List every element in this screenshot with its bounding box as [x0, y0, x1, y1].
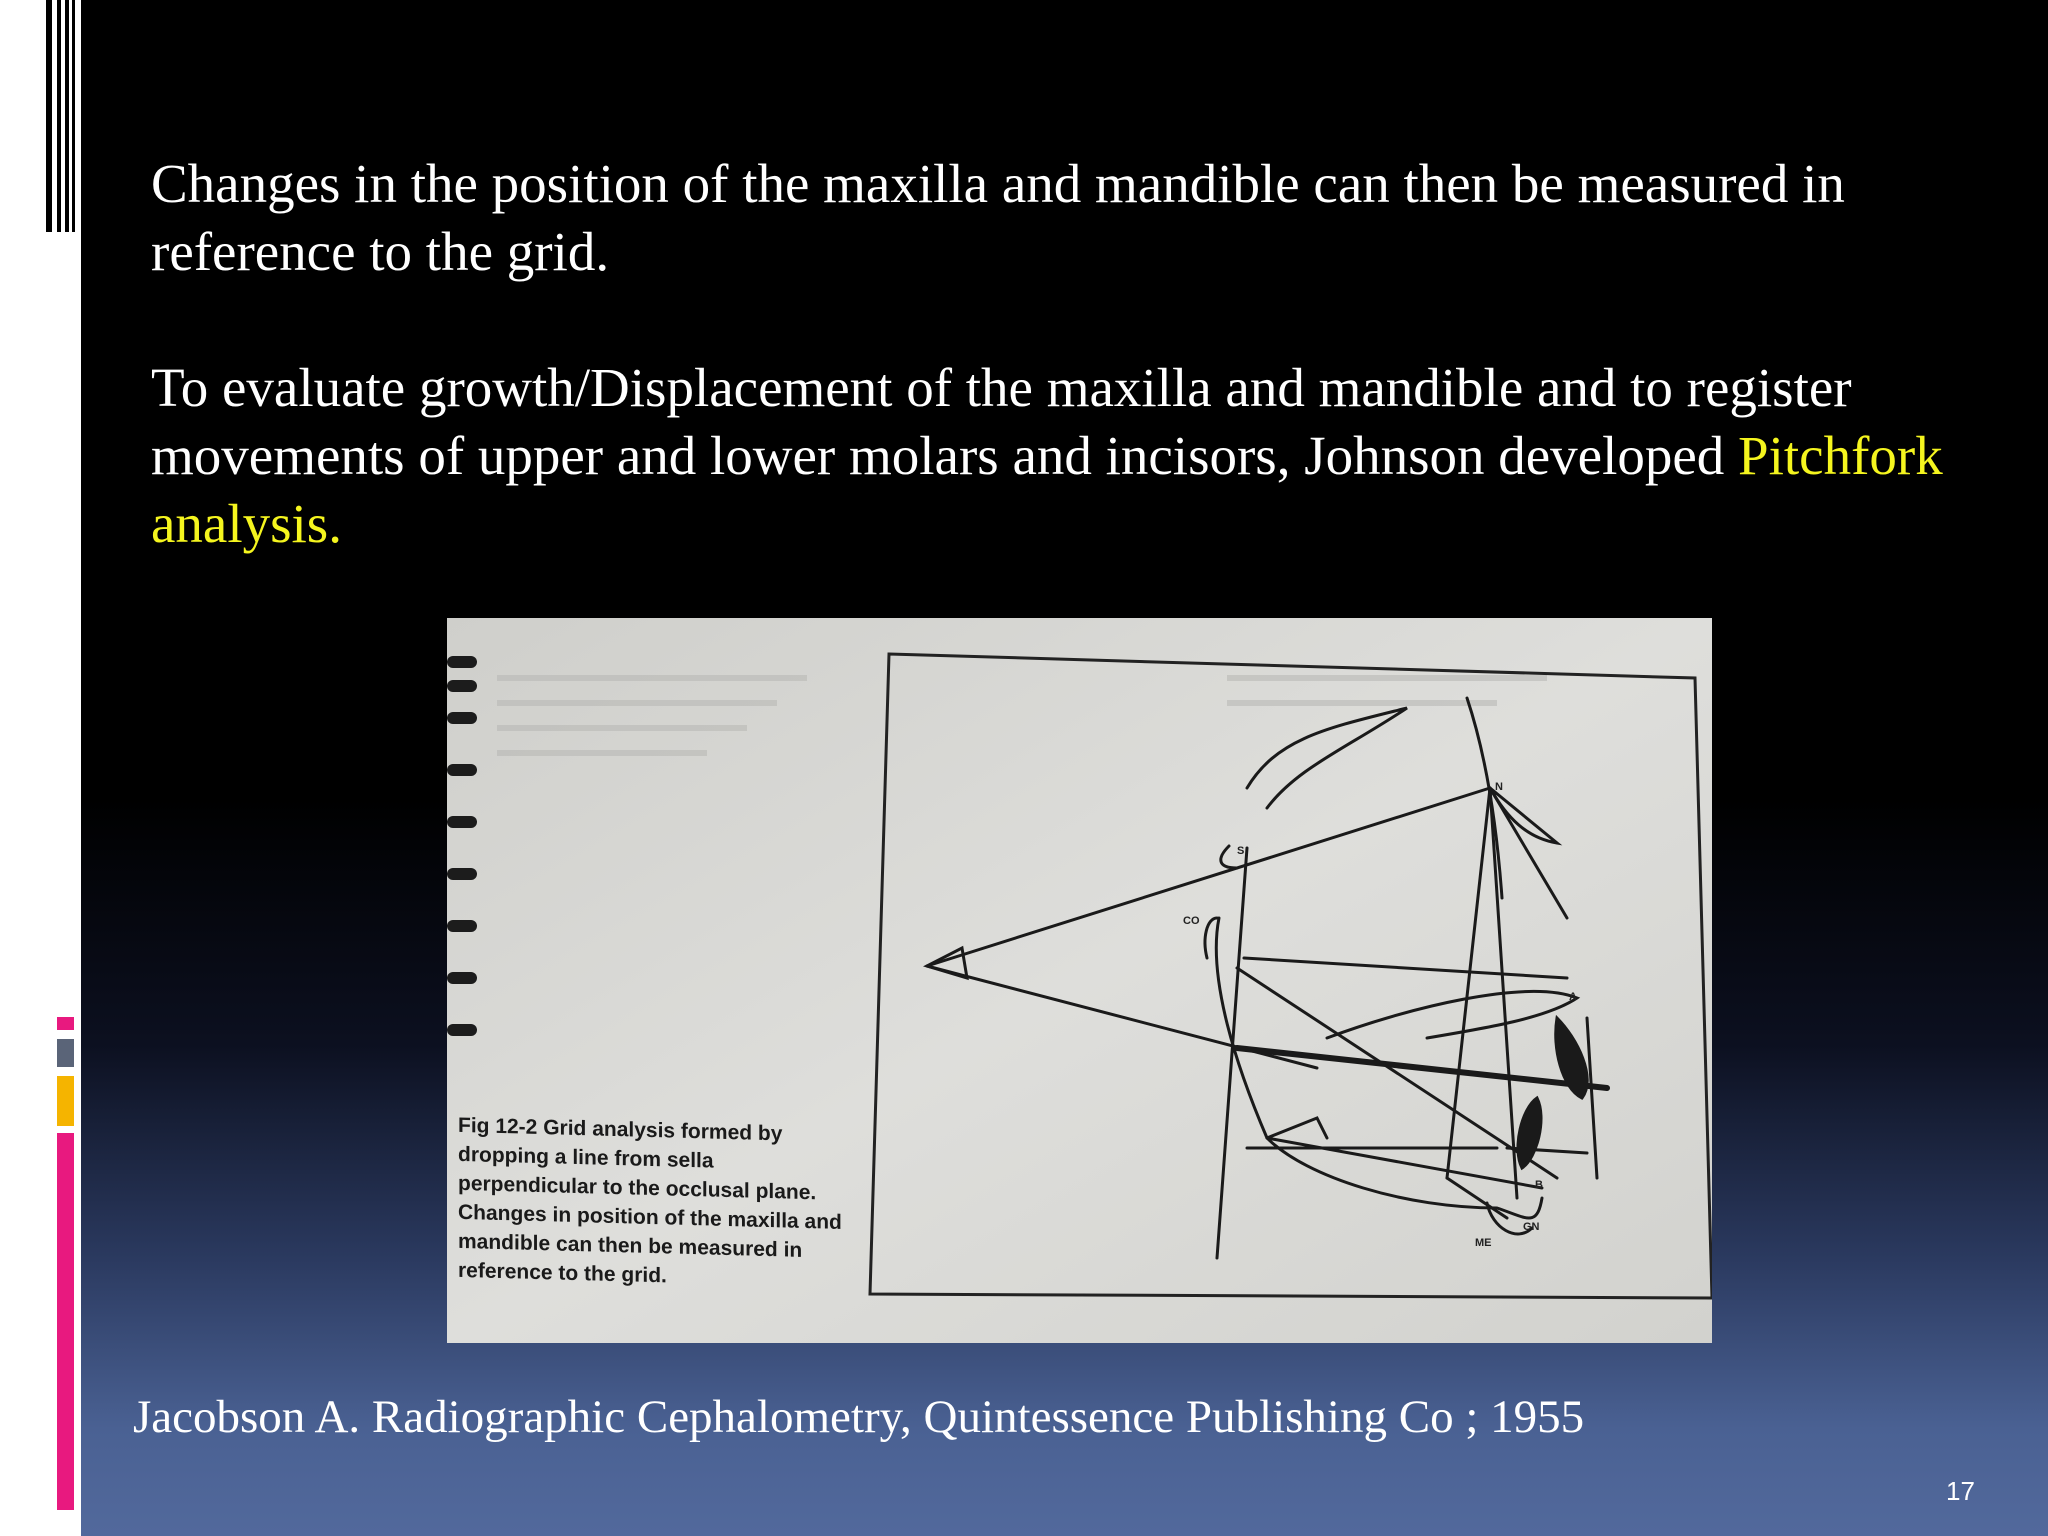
figure-caption — [458, 1111, 848, 1295]
citation: Jacobson A. Radiographic Cephalometry, Quintessence Publishing Co ; 1955 — [133, 1391, 1585, 1443]
slide-body — [151, 150, 1951, 558]
accent-bar-pink-small — [57, 1017, 74, 1030]
stripe — [72, 0, 75, 232]
landmark-s: S — [1237, 845, 1245, 857]
pitchfork-analysis-highlight: Pitchfork analysis. — [151, 425, 1943, 554]
accent-bar-gold — [57, 1076, 74, 1126]
page-number: 17 — [1946, 1476, 1975, 1506]
figure-caption-text: Grid analysis formed by dropping a line from sella perpendicular to the occlusal plane. Changes in position of the maxilla and mandible can then be measured in reference to the grid. — [458, 1115, 842, 1288]
stripe — [65, 0, 69, 232]
landmark-gn: GN — [1523, 1221, 1540, 1233]
paragraph-grid-measurement: Changes in the position of the maxilla and mandible can then be measured in reference to the grid. — [151, 153, 1845, 282]
paragraph-pitchfork — [151, 354, 1951, 558]
accent-bar-gray — [57, 1039, 74, 1067]
landmark-a: A — [1569, 991, 1577, 1003]
stripe — [57, 0, 61, 232]
paragraph-pitchfork-text: To evaluate growth/Displacement of the maxilla and mandible and to register movements of upper and lower molars and incisors, Johnson developed — [151, 357, 1852, 486]
landmark-n: N — [1495, 781, 1503, 793]
accent-bar-pink — [57, 1133, 74, 1510]
stripe — [46, 0, 52, 232]
landmark-b: B — [1535, 1179, 1543, 1191]
landmark-me: ME — [1475, 1237, 1492, 1249]
figure-number: Fig 12-2 — [458, 1113, 538, 1139]
figure-image — [447, 618, 1712, 1343]
landmark-co: CO — [1183, 915, 1200, 927]
